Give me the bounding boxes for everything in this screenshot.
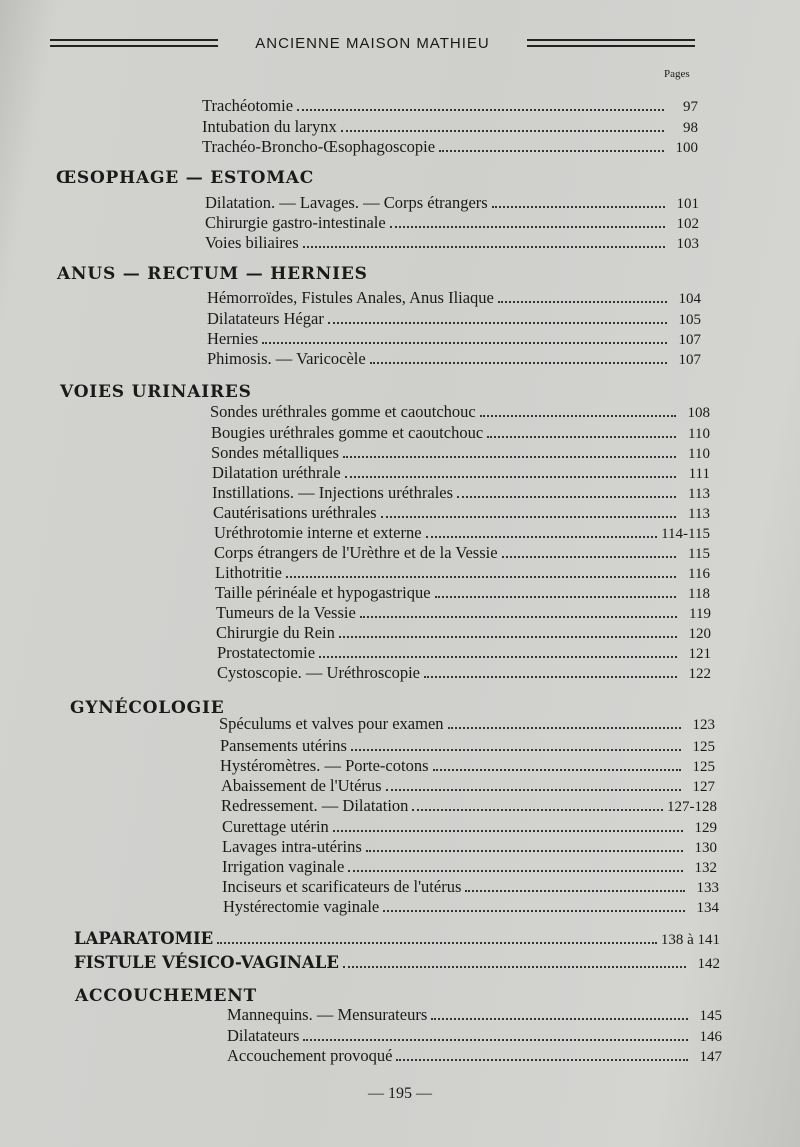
toc-entry-label: Prostatectomie — [217, 643, 316, 662]
section-heading: ANUS — RECTUM — HERNIES — [57, 264, 368, 284]
toc-entry — [215, 583, 710, 603]
leader-dots — [390, 226, 665, 228]
toc-entry-page: 125 — [692, 739, 715, 755]
section-heading: ACCOUCHEMENT — [75, 986, 257, 1006]
toc-entry — [227, 1046, 722, 1066]
leader-dots — [319, 656, 677, 658]
toc-entry — [202, 137, 698, 157]
leader-dots — [386, 789, 681, 791]
toc-entry-label: Voies biliaires — [205, 233, 299, 252]
toc-entry-label: Trachéotomie — [202, 96, 294, 115]
leader-dots — [262, 342, 667, 344]
toc-entry — [202, 117, 698, 137]
leader-dots — [498, 301, 667, 303]
toc-entry — [212, 463, 710, 483]
section-heading: VOIES URINAIRES — [60, 382, 252, 402]
toc-entry-page: 127-128 — [667, 799, 717, 815]
toc-entry-page: 111 — [688, 466, 710, 482]
toc-entry-page: 122 — [688, 666, 711, 682]
toc-entry-label: Redressement. — Dilatation — [221, 796, 409, 815]
toc-entry — [220, 756, 715, 776]
toc-entry — [211, 423, 710, 443]
toc-entry-page: 114-115 — [661, 526, 710, 542]
toc-entry-page: 104 — [678, 291, 701, 307]
toc-entry-label: Inciseurs et scarificateurs de l'utérus — [222, 877, 462, 896]
toc-entry-label: FISTULE VÉSICO-VAGINALE — [74, 953, 339, 972]
toc-entry — [227, 1026, 722, 1046]
toc-entry-page: 98 — [683, 120, 698, 136]
leader-dots — [424, 676, 677, 678]
toc-entry-page: 121 — [688, 646, 711, 662]
toc-entry — [207, 288, 701, 308]
toc-entry-page: 101 — [676, 196, 699, 212]
toc-entry-label: Hystérectomie vaginale — [223, 897, 380, 916]
leader-dots — [339, 636, 677, 638]
toc-entry — [207, 329, 701, 349]
leader-dots — [433, 769, 682, 771]
running-title: ANCIENNE MAISON MATHIEU — [255, 34, 490, 52]
toc-entry-page: 142 — [697, 956, 720, 972]
toc-entry-page: 133 — [696, 880, 719, 896]
toc-entry-label: Pansements utérins — [220, 736, 347, 755]
leader-dots — [480, 415, 676, 417]
toc-entry-page: 105 — [678, 312, 701, 328]
toc-entry-page: 118 — [688, 586, 710, 602]
toc-entry-page: 102 — [676, 216, 699, 232]
toc-entry-page: 129 — [694, 820, 717, 836]
toc-entry-page: 130 — [694, 840, 717, 856]
toc-entry — [205, 213, 699, 233]
leader-dots — [426, 536, 658, 538]
leader-dots — [487, 436, 676, 438]
header-rule-left — [50, 39, 218, 47]
toc-entry — [214, 523, 710, 543]
leader-dots — [351, 749, 681, 751]
toc-entry — [211, 443, 710, 463]
toc-entry — [202, 96, 698, 116]
toc-entry-page: 97 — [683, 99, 698, 115]
leader-dots — [341, 130, 664, 132]
toc-entry — [205, 233, 699, 253]
toc-entry — [216, 603, 711, 623]
toc-entry — [217, 643, 711, 663]
leader-dots — [381, 516, 676, 518]
pages-column-label: Pages — [664, 68, 690, 80]
toc-entry-page: 110 — [688, 426, 710, 442]
leader-dots — [502, 556, 676, 558]
toc-entry — [217, 663, 711, 683]
toc-entry — [227, 1005, 722, 1025]
toc-entry-label: Hémorroïdes, Fistules Anales, Anus Iliaque — [207, 288, 494, 307]
toc-entry — [222, 837, 717, 857]
toc-entry-page: 120 — [688, 626, 711, 642]
toc-entry-page: 100 — [675, 140, 698, 156]
toc-entry — [210, 402, 710, 422]
toc-entry — [213, 503, 710, 523]
leader-dots — [492, 206, 665, 208]
toc-entry-label: Curettage utérin — [222, 817, 329, 836]
toc-entry-page: 127 — [692, 779, 715, 795]
toc-entry-label: Corps étrangers de l'Urèthre et de la Vessie — [214, 543, 498, 562]
toc-entry-fistule — [74, 953, 720, 973]
toc-entry-label: Chirurgie du Rein — [216, 623, 335, 642]
toc-entry-label: Dilatateurs Hégar — [207, 309, 324, 328]
leader-dots — [383, 910, 685, 912]
leader-dots — [328, 322, 667, 324]
leader-dots — [439, 150, 664, 152]
toc-entry-label: Hernies — [207, 329, 259, 348]
toc-entry-label: Dilatation. — Lavages. — Corps étrangers — [205, 193, 488, 212]
toc-entry-page: 123 — [692, 717, 715, 733]
toc-entry — [220, 736, 715, 756]
leader-dots — [412, 809, 663, 811]
toc-entry-label: Irrigation vaginale — [222, 857, 345, 876]
toc-entry-page: 107 — [678, 332, 701, 348]
toc-entry-label: Hystéromètres. — Porte-cotons — [220, 756, 429, 775]
toc-entry-page: 115 — [688, 546, 710, 562]
toc-entry-label: Taille périnéale et hypogastrique — [215, 583, 431, 602]
toc-entry — [207, 349, 701, 369]
toc-entry-label: Bougies uréthrales gomme et caoutchouc — [211, 423, 484, 442]
toc-entry — [221, 796, 717, 816]
leader-dots — [360, 616, 677, 618]
toc-entry-label: Sondes uréthrales gomme et caoutchouc — [210, 402, 476, 421]
leader-dots — [396, 1059, 688, 1061]
toc-entry-page: 145 — [699, 1008, 722, 1024]
leader-dots — [348, 870, 683, 872]
toc-entry-label: Accouchement provoqué — [227, 1046, 393, 1065]
toc-entry-label: Phimosis. — Varicocèle — [207, 349, 366, 368]
leader-dots — [333, 830, 683, 832]
leader-dots — [303, 246, 665, 248]
toc-entry-label: Lithotritie — [215, 563, 282, 582]
leader-dots — [217, 942, 657, 944]
toc-entry — [222, 857, 717, 877]
page-header — [50, 30, 695, 56]
toc-entry — [216, 623, 711, 643]
toc-entry-page: 110 — [688, 446, 710, 462]
toc-entry-page: 146 — [699, 1029, 722, 1045]
toc-entry-label: Tumeurs de la Vessie — [216, 603, 356, 622]
leader-dots — [465, 890, 685, 892]
toc-entry-page: 138 à 141 — [660, 932, 720, 948]
toc-entry-label: Cautérisations uréthrales — [213, 503, 377, 522]
toc-entry-page: 134 — [696, 900, 719, 916]
toc-entry-label: Trachéo-Broncho-Œsophagoscopie — [202, 137, 436, 156]
leader-dots — [343, 966, 686, 968]
toc-entry-page: 116 — [688, 566, 710, 582]
leader-dots — [303, 1039, 688, 1041]
toc-entry-page: 132 — [694, 860, 717, 876]
toc-entry-page: 119 — [689, 606, 711, 622]
leader-dots — [343, 456, 676, 458]
toc-entry-label: Dilatation uréthrale — [212, 463, 341, 482]
leader-dots — [297, 109, 664, 111]
leader-dots — [457, 496, 676, 498]
toc-entry-label: LAPARATOMIE — [74, 929, 214, 948]
toc-entry-label: Lavages intra-utérins — [222, 837, 362, 856]
toc-entry — [207, 309, 701, 329]
toc-entry-page: 147 — [699, 1049, 722, 1065]
toc-entry-laparatomie — [74, 929, 720, 949]
toc-entry — [215, 563, 710, 583]
toc-entry — [219, 714, 715, 734]
toc-entry — [222, 877, 719, 897]
leader-dots — [435, 596, 676, 598]
toc-entry — [221, 776, 715, 796]
toc-entry-label: Uréthrotomie interne et externe — [214, 523, 422, 542]
toc-entry — [222, 817, 717, 837]
page-number: — 195 — — [368, 1085, 432, 1102]
leader-dots — [448, 727, 681, 729]
toc-entry-label: Sondes métalliques — [211, 443, 339, 462]
toc-entry-label: Instillations. — Injections uréthrales — [212, 483, 454, 502]
toc-entry — [214, 543, 710, 563]
leader-dots — [366, 850, 683, 852]
toc-entry-label: Mannequins. — Mensurateurs — [227, 1005, 428, 1024]
toc-entry-page: 113 — [688, 506, 710, 522]
toc-entry-label: Intubation du larynx — [202, 117, 337, 136]
toc-entry — [223, 897, 719, 917]
toc-entry-label: Dilatateurs — [227, 1026, 300, 1045]
toc-entry-page: 125 — [692, 759, 715, 775]
header-rule-right — [527, 39, 695, 47]
section-heading: ŒSOPHAGE — ESTOMAC — [56, 168, 315, 188]
leader-dots — [431, 1018, 688, 1020]
toc-entry-label: Chirurgie gastro-intestinale — [205, 213, 386, 232]
leader-dots — [345, 476, 676, 478]
toc-entry — [205, 193, 699, 213]
section-heading: GYNÉCOLOGIE — [70, 698, 225, 718]
toc-entry-label: Abaissement de l'Utérus — [221, 776, 382, 795]
toc-entry-page: 113 — [688, 486, 710, 502]
toc-entry-page: 103 — [676, 236, 699, 252]
leader-dots — [286, 576, 676, 578]
toc-entry-page: 107 — [678, 352, 701, 368]
toc-entry-label: Cystoscopie. — Uréthroscopie — [217, 663, 421, 682]
toc-entry-label: Spéculums et valves pour examen — [219, 714, 444, 733]
toc-entry-page: 108 — [687, 405, 710, 421]
toc-entry — [212, 483, 710, 503]
leader-dots — [370, 362, 667, 364]
